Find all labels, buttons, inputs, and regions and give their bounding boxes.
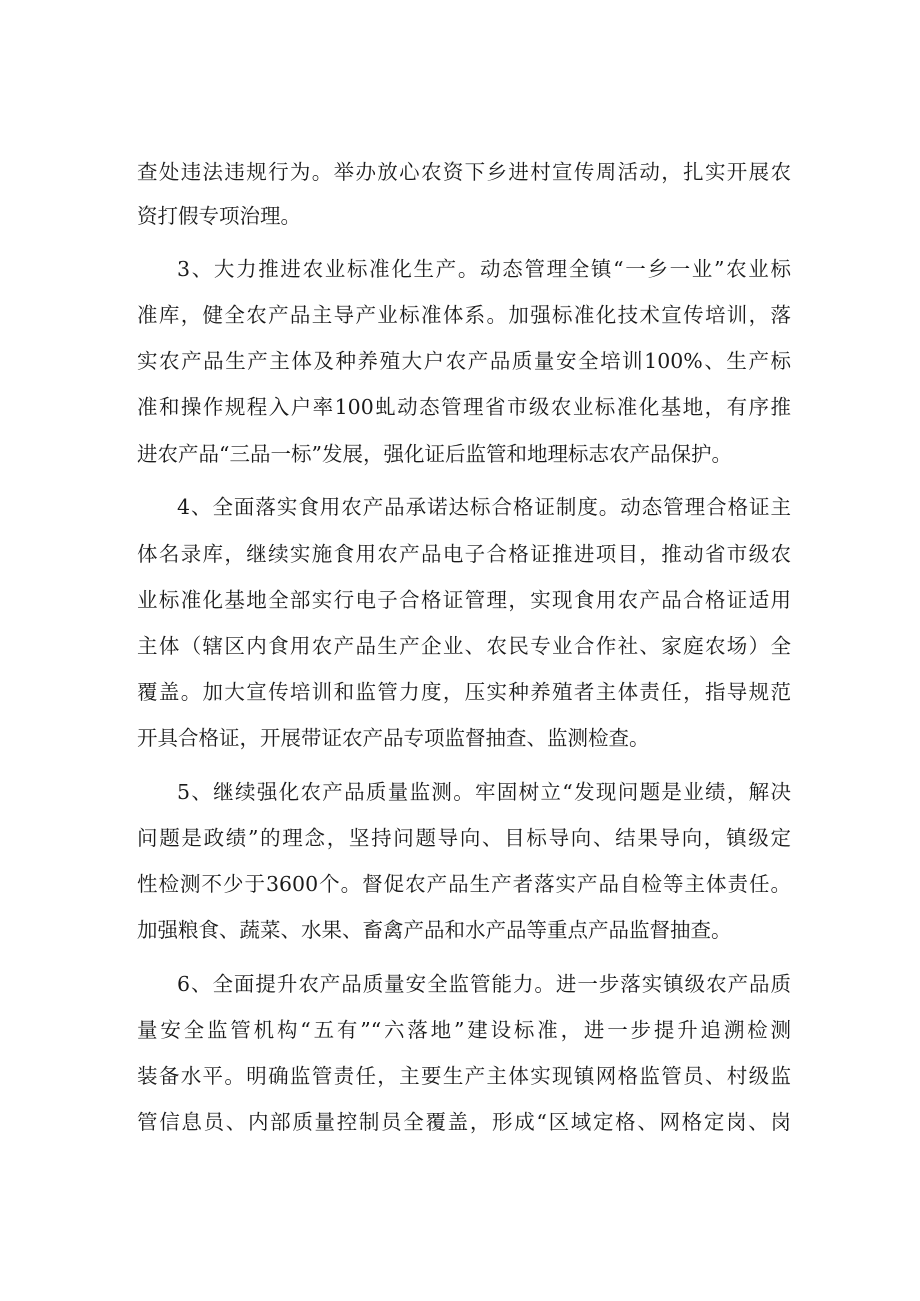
- text-line: 管信息员、内部质量控制员全覆盖，形成“区域定格、网格定岗、岗: [137, 1110, 791, 1134]
- paragraph-4-first-line: 4、全面落实食用农产品承诺达标合格证制度。动态管理合格证主: [177, 495, 791, 519]
- text-line: 资打假专项治理。: [137, 204, 301, 228]
- paragraph-5-first-line: 5、继续强化农产品质量监测。牢固树立“发现问题是业绩，解决: [177, 780, 791, 804]
- text-line: 问题是政绩”的理念，坚持问题导向、目标导向、结果导向，镇级定: [137, 826, 791, 850]
- text-line: 加强粮食、蔬菜、水果、畜禽产品和水产品等重点产品监督抽查。: [137, 918, 732, 942]
- text-line: 体名录库，继续实施食用农产品电子合格证推进项目，推动省市级农: [137, 542, 791, 566]
- text-line: 进农产品“三品一标”发展，强化证后监管和地理标志农产品保护。: [137, 442, 732, 466]
- text-line: 实农产品生产主体及种养殖大户农产品质量安全培训100%、生产标: [137, 349, 791, 373]
- text-line: 准库，健全农产品主导产业标准体系。加强标准化技术宣传培训，落: [137, 303, 791, 327]
- text-line: 量安全监管机构“五有”“六落地”建设标准，进一步提升追溯检测: [137, 1018, 791, 1042]
- paragraph-6-first-line: 6、全面提升农产品质量安全监管能力。进一步落实镇级农产品质: [177, 972, 791, 996]
- paragraph-3-first-line: 3、大力推进农业标准化生产。动态管理全镇“一乡一业”农业标: [177, 257, 791, 281]
- text-line: 查处违法违规行为。举办放心农资下乡进村宣传周活动，扎实开展农: [137, 160, 791, 184]
- text-line: 装备水平。明确监管责任，主要生产主体实现镇网格监管员、村级监: [137, 1064, 791, 1088]
- text-line: 开具合格证，开展带证农产品专项监督抽查、监测检查。: [137, 726, 650, 750]
- text-line: 准和操作规程入户率100虬动态管理省市级农业标准化基地，有序推: [137, 395, 791, 419]
- text-line: 主体（辖区内食用农产品生产企业、农民专业合作社、家庭农场）全: [137, 634, 791, 658]
- text-line: 性检测不少于3600个。督促农产品生产者落实产品自检等主体责任。: [137, 872, 791, 896]
- text-line: 覆盖。加大宣传培训和监管力度，压实种养殖者主体责任，指导规范: [137, 680, 791, 704]
- text-line: 业标准化基地全部实行电子合格证管理，实现食用农产品合格证适用: [137, 588, 791, 612]
